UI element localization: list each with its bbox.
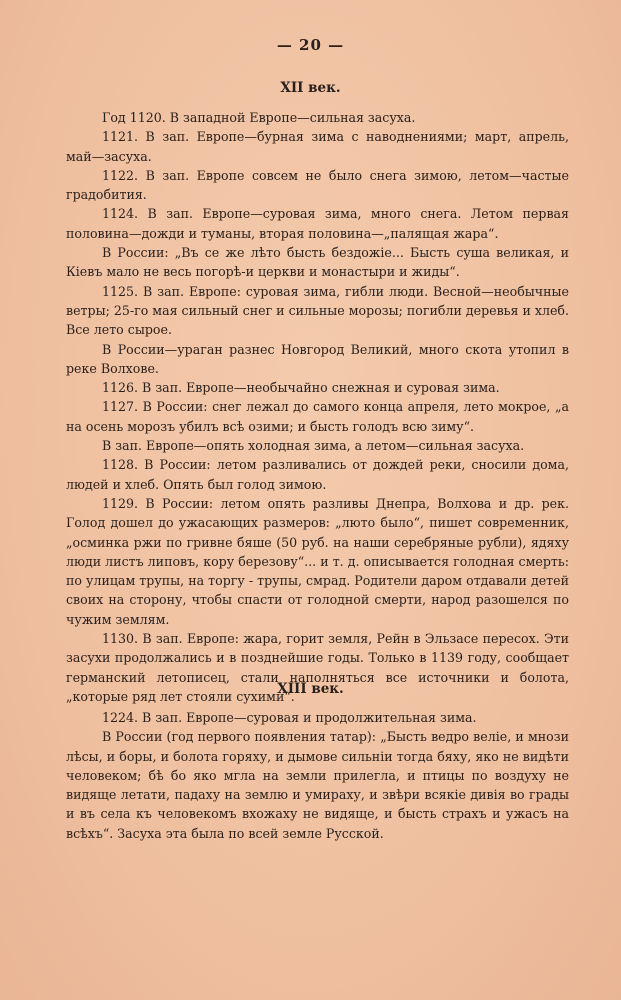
paragraph: 1130. В зап. Европе: жара, горит земля, Рейн в Эльзасе пересох. Эти засухи продолжались и в позднейшие годы. Только в 1139 году, сообщает германский летописец, стали наполняться все источники и болота, „которые ряд лет стояли сухими“.	[66, 631, 569, 704]
section-heading-xii: XII век.	[280, 80, 341, 96]
paragraph: 1127. В России: снег лежал до самого конца апреля, лето мокрое, „а на осень морозъ убилъ всѣ озими; и бысть голодъ всю зиму“.	[66, 399, 569, 434]
paragraph: В России—ураган разнес Новгород Великий, много скота утопил в реке Волхове.	[66, 341, 569, 376]
paragraph: 1126. В зап. Европе—необычайно снежная и суровая зима.	[102, 380, 500, 396]
section-body-xii	[66, 108, 569, 706]
paragraph: 1121. В зап. Европе—бурная зима с наводнениями; март, апрель, май—засуха.	[66, 129, 569, 164]
paragraph: Год 1120. В западной Европе—сильная засуха.	[102, 110, 416, 125]
page-number: — 20 —	[276, 36, 345, 54]
paragraph: 1122. В зап. Европе совсем не было снега зимою, летом—частые градобития.	[66, 167, 569, 203]
paragraph: В зап. Европе—опять холодная зима, а летом—сильная засуха.	[102, 438, 525, 454]
section-heading-xiii: XIII век.	[277, 681, 344, 697]
paragraph: В России: „Въ се же лѣто бысть бездожіе... Бысть суша великая, и Кіевъ мало не весь погорѣ-и церкви и монастыри и жиды“.	[66, 245, 569, 280]
section-body-xiii	[66, 708, 569, 843]
paragraph: 1125. В зап. Европе: суровая зима, гибли люди. Весной—необычные ветры; 25-го мая сильный снег и сильные морозы; погибли деревья и хлеб. Все лето сырое.	[66, 283, 570, 338]
paragraph: 1128. В России: летом разливались от дождей реки, сносили дома, людей и хлеб. Опять был голод зимою.	[66, 457, 569, 492]
paragraph: В России (год первого появления татар): „Бысть ведро веліе, и мнози лѣсы, и боры, и болота горяху, и дымове сильніи тогда бяху, яко не видѣти человеком; бѣ бо яко мгла на земли прилегла, и птицы по воздуху не видяще летати, падаху на землю и умираху, и звѣри всякіе дивія во грады и въ села къ человекомъ вхожаху не видяще, и бысть страхъ и ужасъ на всѣхъ“. Засуха эта была по всей земле Русской.	[66, 729, 569, 841]
paragraph: 1124. В зап. Европе—суровая зима, много снега. Летом первая половина—дожди и туманы, вторая половина—„палящая жара“.	[66, 206, 569, 241]
paragraph: 1224. В зап. Европе—суровая и продолжительная зима.	[102, 710, 477, 725]
paragraph: 1129. В России: летом опять разливы Днепра, Волхова и др. рек. Голод дошел до ужасающих размеров: „люто было“, пишет современник, „осминка ржи по гривне бяше (50 руб. на наши серебряные рубли), ядяху люди листъ липовъ, кору березову“... и т. д. описывается голодная смерть: по улицам трупы, на торгу - трупы, смрад. Родители даром отдавали детей своих на сторону, чтобы спасти от голодной смерти, народ разошелся по чужим землям.	[66, 495, 569, 627]
